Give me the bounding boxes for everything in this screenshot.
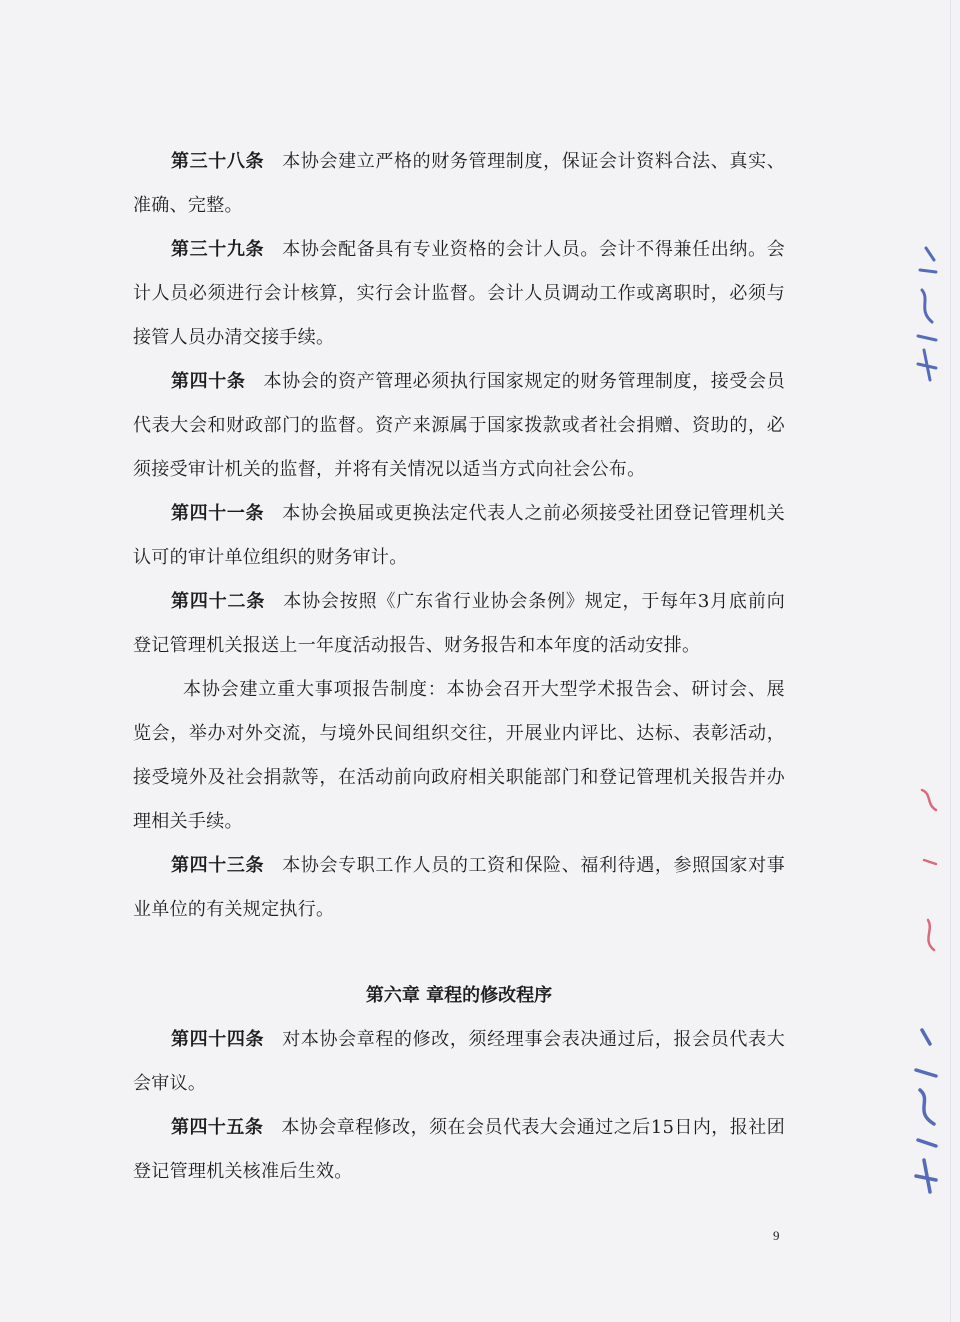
article-number: 第三十九条 xyxy=(171,239,265,260)
blue-seal-fragment-top-icon xyxy=(912,240,940,390)
article-number: 第四十五条 xyxy=(171,1117,264,1138)
article-45 xyxy=(133,1106,785,1194)
article-44 xyxy=(133,1018,785,1106)
article-text: 本协会配备具有专业资格的会计人员。会计不得兼任出纳。会计人员必须进行会计核算，实行会计监督。会计人员调动工作或离职时，必须与接管人员办清交接手续。 xyxy=(133,239,785,348)
page-edge-line xyxy=(950,0,951,1322)
article-number: 第四十四条 xyxy=(171,1029,265,1050)
article-text: 本协会按照《广东省行业协会条例》规定，于每年3月底前向登记管理机关报送上一年度活动报告、财务报告和本年度的活动安排。 xyxy=(133,591,785,656)
article-number: 第三十八条 xyxy=(171,151,265,172)
article-number: 第四十一条 xyxy=(171,503,265,524)
article-43 xyxy=(133,844,785,932)
article-text: 本协会建立严格的财务管理制度，保证会计资料合法、真实、准确、完整。 xyxy=(133,151,785,216)
article-38 xyxy=(133,140,785,228)
article-number: 第四十二条 xyxy=(171,591,266,612)
paragraph-text: 本协会建立重大事项报告制度：本协会召开大型学术报告会、研讨会、展览会，举办对外交流，与境外民间组织交往，开展业内评比、达标、表彰活动，接受境外及社会捐款等，在活动前向政府相关职能部门和登记管理机关报告并办理相关手续。 xyxy=(133,679,785,832)
page-number: 9 xyxy=(773,1228,780,1243)
article-41 xyxy=(133,492,785,580)
blue-seal-fragment-bottom-icon xyxy=(910,1020,940,1200)
article-number: 第四十三条 xyxy=(171,855,265,876)
article-42-reporting-paragraph xyxy=(133,668,785,844)
article-42 xyxy=(133,580,785,668)
article-39 xyxy=(133,228,785,360)
article-text: 本协会的资产管理必须执行国家规定的财务管理制度，接受会员代表大会和财政部门的监督。资产来源属于国家拨款或者社会捐赠、资助的，必须接受审计机关的监督，并将有关情况以适当方式向社会公布。 xyxy=(133,371,785,480)
article-number: 第四十条 xyxy=(171,371,246,392)
chapter-title: 第六章 章程的修改程序 xyxy=(365,985,553,1006)
article-40 xyxy=(133,360,785,492)
article-text: 本协会换届或更换法定代表人之前必须接受社团登记管理机关认可的审计单位组织的财务审计。 xyxy=(133,503,785,568)
red-seal-fragment-icon xyxy=(918,770,940,960)
article-text: 对本协会章程的修改，须经理事会表决通过后，报会员代表大会审议。 xyxy=(133,1029,785,1094)
article-text: 本协会专职工作人员的工资和保险、福利待遇，参照国家对事业单位的有关规定执行。 xyxy=(133,855,785,920)
article-text: 本协会章程修改，须在会员代表大会通过之后15日内，报社团登记管理机关核准后生效。 xyxy=(133,1117,785,1182)
document-body xyxy=(133,140,785,1194)
